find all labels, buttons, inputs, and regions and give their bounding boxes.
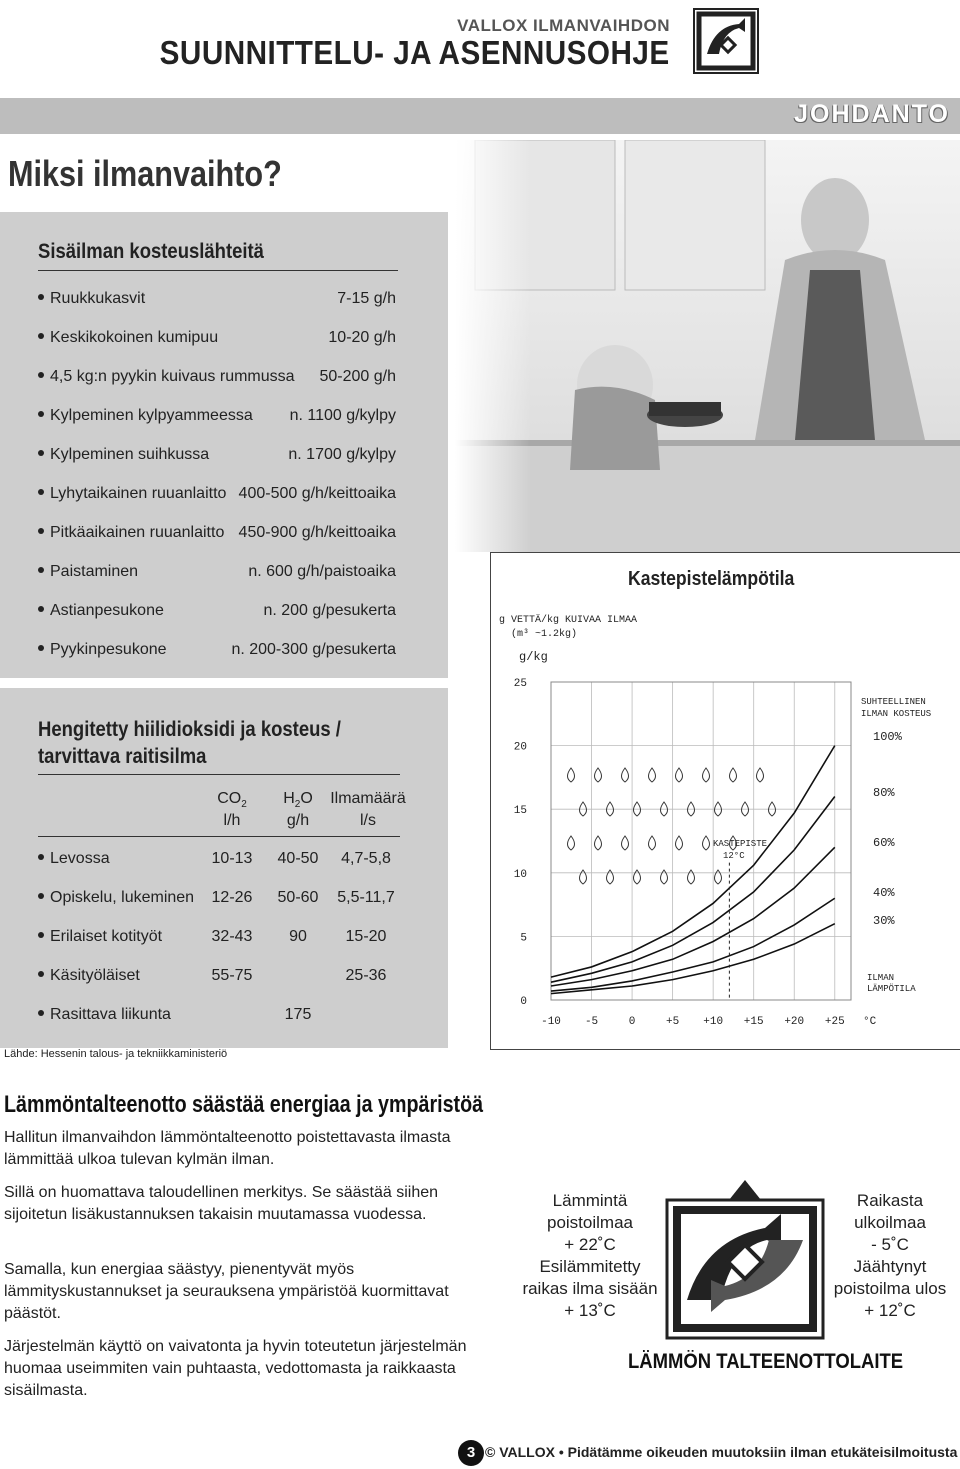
- cold-intake-labels: [820, 1190, 960, 1322]
- x-tick-label: -5: [584, 1016, 599, 1028]
- annotation-dewpoint: 12°C: [723, 851, 745, 861]
- moisture-row-value: 10-20 g/h: [328, 329, 396, 346]
- breathing-row-air: 25-36: [345, 967, 387, 984]
- energy-title: Lämmöntalteenotto säästää energiaa ja ympäristöä: [4, 1091, 484, 1118]
- dewpoint-chart: [491, 600, 959, 1046]
- breathing-title-line2: tarvittava raitisilma: [38, 745, 207, 768]
- breathing-row-h2o: 40-50: [277, 850, 319, 867]
- water-drop-icon: [595, 768, 602, 782]
- x-tick-label: +10: [703, 1016, 724, 1028]
- water-drop-icon: [607, 870, 614, 884]
- energy-paragraph-4: Järjestelmän käyttö on vaivatonta ja hyvin toteutetun järjestelmän huomaa useimmiten vain puhtaasta, vedottomasta ja raikkaasta sisäilmasta.: [4, 1338, 467, 1399]
- hr-right-line: - 5˚C: [871, 1235, 909, 1254]
- water-drop-icon: [634, 870, 641, 884]
- moisture-row-value: 50-200 g/h: [319, 368, 396, 385]
- moisture-row-value: n. 200-300 g/pesukerta: [231, 641, 396, 658]
- moisture-row-label: Lyhytaikainen ruuanlaitto: [38, 485, 226, 503]
- water-drop-icon: [676, 768, 683, 782]
- y-tick-label: 5: [520, 932, 527, 945]
- moisture-row-label: Kylpeminen suihkussa: [38, 446, 209, 464]
- breathing-row-label: Erilaiset kotityöt: [38, 928, 162, 946]
- y-axis-label-note: (m³ ~1.2kg): [511, 629, 578, 640]
- moisture-row-label: Kylpeminen kylpyammeessa: [38, 407, 253, 425]
- water-drop-icon: [715, 870, 722, 884]
- moisture-row-label: Ruukkukasvit: [38, 290, 145, 308]
- hr-left-line: + 22˚C: [564, 1235, 616, 1254]
- moisture-row-value: n. 1100 g/kylpy: [289, 407, 396, 424]
- breathing-row-co2: 12-26: [211, 889, 253, 906]
- breathing-divider-top: [38, 774, 400, 775]
- moisture-row-value: n. 600 g/h/paistoaika: [248, 563, 396, 580]
- water-drop-icon: [622, 836, 629, 850]
- energy-paragraph-3: Samalla, kun energiaa säästyy, pienentyvät myös lämmityskustannukset ja seurauksena ympäristöä kuormittavat päästöt.: [4, 1261, 449, 1322]
- brand-line: VALLOX ILMANVAIHDON: [457, 16, 670, 35]
- col-air-header: Ilmamäärä: [330, 790, 406, 807]
- chart-title: Kastepistelämpötila: [628, 568, 795, 590]
- section-label: JOHDANTO: [794, 100, 950, 128]
- water-drop-icon: [688, 870, 695, 884]
- annotation-dewpoint: KASTEPISTE: [713, 839, 768, 849]
- moisture-row-label: Paistaminen: [38, 563, 138, 581]
- moisture-row-label: Keskikokoinen kumipuu: [38, 329, 218, 347]
- legend-title: SUHTEELLINEN: [861, 697, 926, 707]
- hr-right-line: ulkoilmaa: [854, 1213, 926, 1232]
- moisture-row-label: Pyykinpesukone: [38, 641, 167, 659]
- moisture-row-value: 7-15 g/h: [337, 290, 396, 307]
- water-drop-icon: [568, 768, 575, 782]
- x-tick-label: 0: [628, 1016, 636, 1028]
- legend-entry: 40%: [873, 886, 895, 900]
- legend-entry: 60%: [873, 836, 895, 850]
- annotation-air-temp: LÄMPÖTILA: [867, 984, 916, 994]
- breathing-row-air: 5,5-11,7: [337, 889, 395, 906]
- x-tick-label: +5: [666, 1016, 680, 1028]
- hr-right-line: poistoilma ulos: [833, 1279, 947, 1298]
- hr-left-line: + 13˚C: [564, 1301, 616, 1320]
- col-air-unit: l/s: [360, 812, 376, 829]
- main-heading: Miksi ilmanvaihto?: [8, 153, 282, 194]
- moisture-row-label: Astianpesukone: [38, 602, 164, 620]
- y-axis-label: g VETTÄ/kg KUIVAA ILMAA: [499, 615, 638, 626]
- breathing-title-line1: Hengitetty hiilidioksidi ja kosteus /: [38, 718, 341, 741]
- breathing-divider-header: [38, 836, 400, 837]
- legend-entry: 100%: [873, 730, 902, 744]
- breathing-row-label: Levossa: [38, 850, 110, 868]
- y-tick-label: 15: [513, 805, 527, 818]
- moisture-row-label: 4,5 kg:n pyykin kuivaus rummussa: [38, 368, 295, 386]
- breathing-row-co2: 55-75: [211, 967, 253, 984]
- x-tick-label: -10: [541, 1016, 561, 1028]
- breathing-panel: [0, 688, 448, 1048]
- heat-recovery-unit-icon: [665, 1180, 825, 1340]
- breathing-row-co2: 10-13: [211, 850, 253, 867]
- breathing-row-h2o: 50-60: [277, 889, 319, 906]
- hr-left-line: Esilämmitetty: [539, 1257, 641, 1276]
- moisture-row-value: 400-500 g/h/keittoaika: [238, 485, 396, 502]
- y-axis-unit: g/kg: [519, 650, 548, 664]
- breathing-row-co2: 32-43: [211, 928, 253, 945]
- y-tick-label: 10: [513, 868, 527, 881]
- legend-entry: 80%: [873, 786, 895, 800]
- water-drop-icon: [568, 836, 575, 850]
- col-co2-header: $CO_2$: [217, 790, 247, 811]
- hr-right-line: Raikasta: [856, 1191, 924, 1210]
- water-drop-icon: [703, 836, 710, 850]
- x-axis-unit: °C: [863, 1016, 877, 1028]
- legend-entry: 30%: [873, 914, 895, 928]
- y-tick-label: 0: [520, 996, 527, 1008]
- vallox-logo-icon: [693, 8, 759, 74]
- water-drop-icon: [649, 768, 656, 782]
- humidity-curve-100pct: [551, 746, 835, 978]
- kitchen-photo: [455, 140, 960, 552]
- x-tick-label: +25: [824, 1016, 845, 1028]
- moisture-divider: [38, 270, 398, 271]
- y-tick-label: 25: [513, 678, 527, 690]
- breathing-row-label: Rasittava liikunta: [38, 1006, 171, 1024]
- warm-exhaust-labels: [520, 1190, 660, 1322]
- hr-right-line: + 12˚C: [864, 1301, 916, 1320]
- breathing-row-air: 4,7-5,8: [341, 850, 391, 867]
- water-drop-icon: [622, 768, 629, 782]
- hr-left-line: poistoilmaa: [547, 1213, 633, 1232]
- water-drop-icon: [595, 836, 602, 850]
- hr-left-line: raikas ilma sisään: [522, 1279, 658, 1298]
- document-title: SUUNNITTELU- JA ASENNUSOHJE: [160, 34, 670, 71]
- water-drop-icon: [730, 768, 737, 782]
- col-co2-unit: l/h: [223, 812, 241, 829]
- hr-left-line: Lämmintä: [552, 1191, 628, 1210]
- hr-right-line: Jäähtynyt: [853, 1257, 927, 1276]
- plot-frame: [551, 682, 851, 1000]
- water-drop-icon: [580, 870, 587, 884]
- breathing-row-label: Opiskelu, lukeminen: [38, 889, 194, 907]
- moisture-row-value: n. 200 g/pesukerta: [263, 602, 396, 619]
- legend-title: ILMAN KOSTEUS: [861, 709, 932, 719]
- moisture-row-value: 450-900 g/h/keittoaika: [238, 524, 396, 541]
- moisture-row-value: n. 1700 g/kylpy: [288, 446, 396, 463]
- energy-paragraph-1: Hallitun ilmanvaihdon lämmöntalteenotto poistettavasta ilmasta lämmittää ulkoa tulevan kylmän ilman.: [4, 1129, 451, 1168]
- footer-copyright: © VALLOX • Pidätämme oikeuden muutoksiin ilman etukäteisilmoitusta: [485, 1444, 958, 1460]
- col-h2o-header: $H_2O$: [283, 790, 313, 811]
- water-drop-icon: [757, 768, 764, 782]
- breathing-row-label: Käsityöläiset: [38, 967, 140, 985]
- annotation-air-temp: ILMAN: [867, 973, 895, 983]
- energy-paragraph-2: Sillä on huomattava taloudellinen merkitys. Se säästää siihen sijoitetun lisäkustannuksen takaisin muutamassa vuodessa.: [4, 1184, 439, 1223]
- page-number: 3: [458, 1440, 484, 1466]
- moisture-row-label: Pitkäaikainen ruuanlaitto: [38, 524, 224, 542]
- water-drop-icon: [676, 836, 683, 850]
- breathing-row-h2o: 175: [284, 1006, 312, 1023]
- breathing-row-h2o: 90: [289, 928, 307, 945]
- x-tick-label: +15: [743, 1016, 764, 1028]
- source-note: Lähde: Hessenin talous- ja tekniikkaministeriö: [4, 1048, 228, 1060]
- col-h2o-unit: g/h: [286, 812, 310, 829]
- water-drop-icon: [703, 768, 710, 782]
- x-tick-label: +20: [784, 1016, 805, 1028]
- water-drop-icon: [661, 870, 668, 884]
- heat-recovery-caption: LÄMMÖN TALTEENOTTOLAITE: [628, 1350, 904, 1373]
- y-tick-label: 20: [513, 741, 527, 754]
- water-drop-icon: [649, 836, 656, 850]
- moisture-title: Sisäilman kosteuslähteitä: [38, 240, 264, 263]
- breathing-row-air: 15-20: [345, 928, 387, 945]
